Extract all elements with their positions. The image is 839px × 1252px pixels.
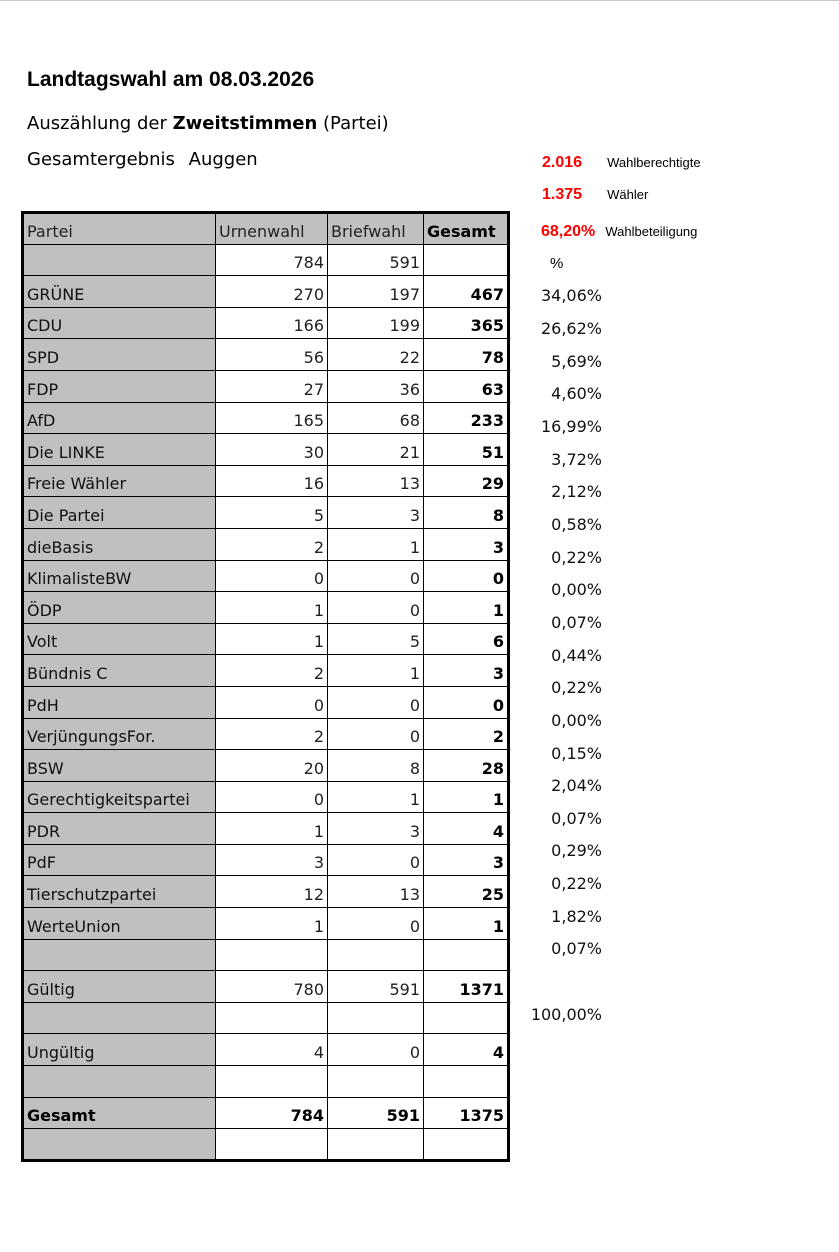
party-name-cell: Gerechtigkeitspartei <box>23 781 216 813</box>
party-name-cell <box>23 1066 216 1098</box>
urn-votes-cell: 780 <box>216 971 328 1003</box>
percent-cell: 0,07% <box>551 939 602 959</box>
mail-votes-cell: 0 <box>328 844 424 876</box>
urn-votes-cell: 56 <box>216 339 328 371</box>
urn-votes-cell: 1 <box>216 908 328 940</box>
stat-turnout-value: 68,20% <box>541 223 596 240</box>
party-name-cell <box>23 1129 216 1161</box>
urn-votes-cell: 166 <box>216 307 328 339</box>
subtitle-suffix: (Partei) <box>323 113 389 134</box>
stat-turnout-label: Wahlbeteiligung <box>605 224 698 239</box>
valid-row <box>23 971 509 1003</box>
empty-row <box>23 1002 509 1034</box>
percent-cell: 5,69% <box>551 351 602 371</box>
total-votes-cell: 2 <box>424 718 509 750</box>
mail-votes-cell: 1 <box>328 528 424 560</box>
stat-voters-label: Wähler <box>607 187 649 202</box>
party-row <box>23 307 509 339</box>
party-name-cell: Bündnis C <box>23 655 216 687</box>
total-votes-cell: 3 <box>424 528 509 560</box>
mail-votes-cell: 0 <box>328 686 424 718</box>
mail-votes-cell <box>328 939 424 971</box>
subtotal-row <box>23 244 509 276</box>
mail-votes-cell <box>328 1002 424 1034</box>
total-votes-cell: 1375 <box>424 1097 509 1129</box>
urn-votes-cell: 1 <box>216 623 328 655</box>
party-row <box>23 718 509 750</box>
party-name-cell: WerteUnion <box>23 908 216 940</box>
mail-votes-cell: 591 <box>328 1097 424 1129</box>
empty-row <box>23 939 509 971</box>
party-name-cell: Gesamt <box>23 1097 216 1129</box>
party-row <box>23 370 509 402</box>
urn-votes-cell <box>216 1066 328 1098</box>
percent-cell: 0,00% <box>551 580 602 600</box>
party-row <box>23 844 509 876</box>
mail-votes-cell: 13 <box>328 876 424 908</box>
total-votes-cell: 51 <box>424 434 509 466</box>
urn-votes-cell: 12 <box>216 876 328 908</box>
percent-spacer <box>510 962 610 995</box>
party-name-cell: Volt <box>23 623 216 655</box>
urn-votes-cell: 27 <box>216 370 328 402</box>
urn-votes-cell: 2 <box>216 528 328 560</box>
total-votes-cell <box>424 244 509 276</box>
result-place: Auggen <box>188 149 258 170</box>
party-name-cell: ÖDP <box>23 592 216 624</box>
header-mail: Briefwahl <box>328 213 424 245</box>
results-table <box>21 211 510 1162</box>
mail-votes-cell: 591 <box>328 244 424 276</box>
percent-cell: 4,60% <box>551 384 602 404</box>
urn-votes-cell: 0 <box>216 560 328 592</box>
party-row <box>23 339 509 371</box>
mail-votes-cell: 199 <box>328 307 424 339</box>
mail-votes-cell: 22 <box>328 339 424 371</box>
urn-votes-cell <box>216 1002 328 1034</box>
party-row <box>23 592 509 624</box>
percent-column-header: % <box>550 255 564 272</box>
urn-votes-cell: 165 <box>216 402 328 434</box>
party-name-cell <box>23 1002 216 1034</box>
total-votes-cell: 0 <box>424 560 509 592</box>
percent-cell: 2,04% <box>551 776 602 796</box>
empty-row <box>23 1129 509 1161</box>
urn-votes-cell: 1 <box>216 813 328 845</box>
party-row <box>23 560 509 592</box>
urn-votes-cell: 784 <box>216 244 328 276</box>
percent-column <box>510 211 610 1191</box>
result-line <box>27 149 258 170</box>
subtitle-emphasis: Zweitstimmen <box>172 113 318 134</box>
stat-eligible-label: Wahlberechtigte <box>607 155 701 170</box>
party-name-cell: VerjüngungsFor. <box>23 718 216 750</box>
grand-total-row <box>23 1097 509 1129</box>
total-votes-cell: 0 <box>424 686 509 718</box>
urn-votes-cell: 270 <box>216 276 328 308</box>
party-name-cell: Ungültig <box>23 1034 216 1066</box>
party-row <box>23 465 509 497</box>
percent-cell: 0,22% <box>551 547 602 567</box>
mail-votes-cell <box>328 1066 424 1098</box>
party-row <box>23 276 509 308</box>
percent-spacer <box>510 244 610 277</box>
party-name-cell: CDU <box>23 307 216 339</box>
urn-votes-cell <box>216 939 328 971</box>
percent-spacer <box>510 211 610 244</box>
party-name-cell: BSW <box>23 750 216 782</box>
party-name-cell: Gültig <box>23 971 216 1003</box>
total-votes-cell: 29 <box>424 465 509 497</box>
urn-votes-cell: 1 <box>216 592 328 624</box>
percent-cell: 0,07% <box>551 808 602 828</box>
party-row <box>23 876 509 908</box>
header-urn: Urnenwahl <box>216 213 328 245</box>
percent-cell: 1,82% <box>551 906 602 926</box>
percent-cell: 0,29% <box>551 841 602 861</box>
empty-row <box>23 1066 509 1098</box>
mail-votes-cell: 0 <box>328 908 424 940</box>
party-name-cell: PdH <box>23 686 216 718</box>
total-votes-cell: 8 <box>424 497 509 529</box>
urn-votes-cell: 4 <box>216 1034 328 1066</box>
mail-votes-cell: 0 <box>328 718 424 750</box>
page-title: Landtagswahl am 08.03.2026 <box>27 68 315 91</box>
party-row <box>23 686 509 718</box>
party-row <box>23 528 509 560</box>
party-name-cell: Freie Wähler <box>23 465 216 497</box>
stat-eligible <box>542 152 701 172</box>
party-row <box>23 655 509 687</box>
percent-cell: 0,58% <box>551 514 602 534</box>
total-votes-cell <box>424 1129 509 1161</box>
urn-votes-cell: 2 <box>216 655 328 687</box>
percent-cell: 100,00% <box>530 1004 602 1024</box>
total-votes-cell <box>424 1066 509 1098</box>
percent-spacer <box>510 1125 610 1158</box>
result-label: Gesamtergebnis <box>27 149 175 170</box>
total-votes-cell: 63 <box>424 370 509 402</box>
urn-votes-cell: 30 <box>216 434 328 466</box>
percent-cell: 0,22% <box>551 678 602 698</box>
mail-votes-cell: 0 <box>328 1034 424 1066</box>
stat-eligible-value: 2.016 <box>542 154 583 171</box>
percent-spacer <box>510 1158 610 1191</box>
total-votes-cell: 28 <box>424 750 509 782</box>
percent-cell: 0,44% <box>551 645 602 665</box>
total-votes-cell <box>424 939 509 971</box>
percent-spacer <box>510 1060 610 1093</box>
urn-votes-cell: 2 <box>216 718 328 750</box>
mail-votes-cell: 0 <box>328 560 424 592</box>
subtitle-prefix: Auszählung der <box>27 113 167 134</box>
party-name-cell: Die Partei <box>23 497 216 529</box>
percent-cell: 2,12% <box>551 482 602 502</box>
percent-cell: 0,22% <box>551 874 602 894</box>
total-votes-cell: 467 <box>424 276 509 308</box>
party-row <box>23 623 509 655</box>
party-row <box>23 781 509 813</box>
mail-votes-cell: 21 <box>328 434 424 466</box>
mail-votes-cell: 36 <box>328 370 424 402</box>
table-header-row <box>23 213 509 245</box>
total-votes-cell: 233 <box>424 402 509 434</box>
total-votes-cell: 3 <box>424 844 509 876</box>
party-name-cell: AfD <box>23 402 216 434</box>
mail-votes-cell: 68 <box>328 402 424 434</box>
mail-votes-cell <box>328 1129 424 1161</box>
mail-votes-cell: 5 <box>328 623 424 655</box>
percent-cell: 0,15% <box>551 743 602 763</box>
total-votes-cell: 1371 <box>424 971 509 1003</box>
party-name-cell <box>23 939 216 971</box>
total-votes-cell: 1 <box>424 781 509 813</box>
mail-votes-cell: 8 <box>328 750 424 782</box>
party-name-cell: FDP <box>23 370 216 402</box>
percent-spacer <box>510 1027 610 1060</box>
party-row <box>23 497 509 529</box>
mail-votes-cell: 3 <box>328 497 424 529</box>
party-name-cell: GRÜNE <box>23 276 216 308</box>
percent-cell: 3,72% <box>551 449 602 469</box>
total-votes-cell: 4 <box>424 1034 509 1066</box>
mail-votes-cell: 591 <box>328 971 424 1003</box>
urn-votes-cell: 5 <box>216 497 328 529</box>
urn-votes-cell: 20 <box>216 750 328 782</box>
header-total: Gesamt <box>424 213 509 245</box>
total-votes-cell: 78 <box>424 339 509 371</box>
stat-voters <box>542 184 648 204</box>
total-votes-cell: 6 <box>424 623 509 655</box>
percent-spacer <box>510 1093 610 1126</box>
total-votes-cell: 365 <box>424 307 509 339</box>
top-border-line <box>0 0 839 1</box>
percent-cell: 0,07% <box>551 612 602 632</box>
mail-votes-cell: 13 <box>328 465 424 497</box>
urn-votes-cell: 16 <box>216 465 328 497</box>
subtitle <box>27 113 389 134</box>
party-row <box>23 402 509 434</box>
percent-cell: 26,62% <box>540 318 602 338</box>
mail-votes-cell: 0 <box>328 592 424 624</box>
party-name-cell <box>23 244 216 276</box>
total-votes-cell: 3 <box>424 655 509 687</box>
percent-cell: 16,99% <box>540 416 602 436</box>
mail-votes-cell: 197 <box>328 276 424 308</box>
percent-cell: 0,00% <box>551 710 602 730</box>
party-row <box>23 813 509 845</box>
mail-votes-cell: 3 <box>328 813 424 845</box>
party-name-cell: PDR <box>23 813 216 845</box>
urn-votes-cell: 3 <box>216 844 328 876</box>
party-row <box>23 434 509 466</box>
mail-votes-cell: 1 <box>328 781 424 813</box>
party-row <box>23 750 509 782</box>
mail-votes-cell: 1 <box>328 655 424 687</box>
urn-votes-cell: 0 <box>216 686 328 718</box>
party-name-cell: SPD <box>23 339 216 371</box>
total-votes-cell: 25 <box>424 876 509 908</box>
party-name-cell: KlimalisteBW <box>23 560 216 592</box>
party-name-cell: dieBasis <box>23 528 216 560</box>
urn-votes-cell <box>216 1129 328 1161</box>
total-votes-cell: 4 <box>424 813 509 845</box>
total-votes-cell: 1 <box>424 908 509 940</box>
total-votes-cell <box>424 1002 509 1034</box>
percent-cell: 34,06% <box>540 286 602 306</box>
total-votes-cell: 1 <box>424 592 509 624</box>
header-party: Partei <box>23 213 216 245</box>
urn-votes-cell: 784 <box>216 1097 328 1129</box>
invalid-row <box>23 1034 509 1066</box>
party-name-cell: PdF <box>23 844 216 876</box>
urn-votes-cell: 0 <box>216 781 328 813</box>
party-name-cell: Die LINKE <box>23 434 216 466</box>
stat-voters-value: 1.375 <box>542 186 583 203</box>
party-name-cell: Tierschutzpartei <box>23 876 216 908</box>
party-row <box>23 908 509 940</box>
